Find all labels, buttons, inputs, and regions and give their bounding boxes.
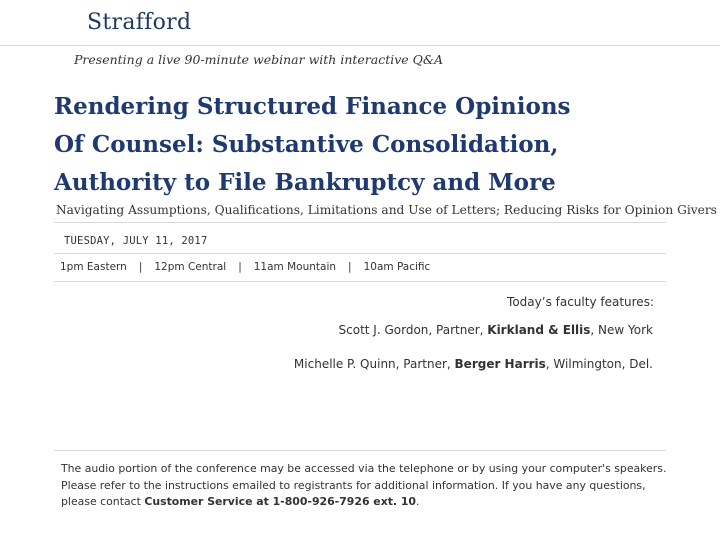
speaker-firm: Berger Harris <box>454 357 546 371</box>
speaker-location: , New York <box>590 323 653 337</box>
strafford-logo: Strafford <box>87 10 192 35</box>
time-separator: | <box>238 261 242 273</box>
tagline: Presenting a live 90-minute webinar with interactive Q&A <box>74 52 444 67</box>
date-divider <box>54 253 666 254</box>
webinar-subtitle: Navigating Assumptions, Qualifications, Limitations and Use of Letters; Reducing Risks for Opinion Givers <box>56 203 717 217</box>
time-central: 12pm Central <box>154 261 227 273</box>
webinar-title <box>54 88 694 202</box>
times-divider <box>54 281 666 282</box>
header-divider <box>0 45 720 46</box>
webinar-date: TUESDAY, JULY 11, 2017 <box>64 235 208 247</box>
audio-notice <box>61 461 671 511</box>
time-mountain: 11am Mountain <box>253 261 337 273</box>
notice-end: . <box>416 495 420 508</box>
speaker-name-role: Scott J. Gordon, Partner, <box>338 323 488 337</box>
time-separator: | <box>138 261 143 273</box>
title-line-3: Authority to File Bankruptcy and More <box>54 169 556 196</box>
speaker-firm: Kirkland & Ellis <box>487 323 591 337</box>
time-eastern: 1pm Eastern <box>60 261 127 273</box>
subtitle-divider <box>54 222 666 223</box>
customer-service-contact: Customer Service at 1-800-926-7926 ext. 10 <box>144 495 417 508</box>
notice-text: The audio portion of the conference may be accessed via the telephone or by using your computer's speakers. Please refer to the instructions emailed to registrants for additional information. If you have any questions, please contact <box>61 462 667 508</box>
speaker-location: , Wilmington, Del. <box>545 357 653 371</box>
speaker-name-role: Michelle P. Quinn, Partner, <box>293 357 455 371</box>
time-pacific: 10am Pacific <box>363 261 431 273</box>
speaker-1 <box>339 323 653 337</box>
webinar-times <box>60 261 430 273</box>
notice-divider <box>54 450 666 451</box>
title-line-2: Of Counsel: Substantive Consolidation, <box>54 131 559 158</box>
speaker-2 <box>294 357 653 371</box>
time-separator: | <box>348 261 352 273</box>
faculty-heading: Today’s faculty features: <box>507 295 654 309</box>
title-line-1: Rendering Structured Finance Opinions <box>54 93 571 120</box>
